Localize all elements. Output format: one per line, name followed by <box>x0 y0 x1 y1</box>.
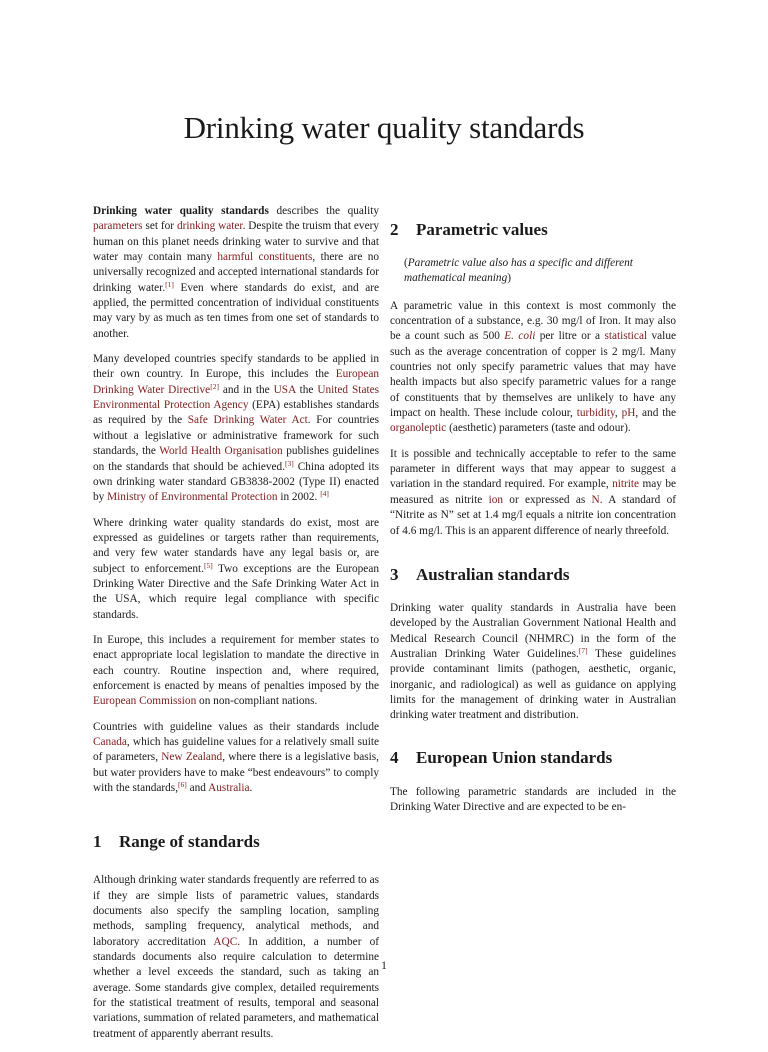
intro-paragraph-5 <box>93 720 379 797</box>
text: . A standard of “Nitrite as N” set at 1.4 mg/l equals a nitrite ion concentration of 4.6 mg/l. This is an apparent difference of nearly threefold. <box>390 493 676 537</box>
australian-paragraph-1 <box>390 601 676 724</box>
text: China adopted its own drinking water standard GB3838-2002 (Type II) enacted by <box>93 460 379 504</box>
hatnote <box>404 256 662 287</box>
link-aqc[interactable]: AQC <box>213 935 238 948</box>
link-drinking-water[interactable]: drinking water <box>176 220 243 233</box>
text: . Despite the truism that every human on this planet needs drinking water to survive and that water may contain many <box>93 220 379 264</box>
text: (EPA) establishes standards as required by the <box>93 399 379 427</box>
text: and in the <box>218 383 274 396</box>
section-number: 4 <box>390 747 399 767</box>
link-usa[interactable]: USA <box>273 383 296 396</box>
link-ion[interactable]: ion <box>488 493 503 506</box>
text: These guidelines provide contaminant limits (pathogen, aesthetic, organic, inorganic, and radiological) as well as guidance on applying limits for the management of drinking water in Australian drinking water treatment and distribution. <box>390 647 676 722</box>
text: describes the quality <box>268 205 379 217</box>
intro-paragraph-1 <box>93 204 379 342</box>
text: ) <box>507 272 511 285</box>
text: set for <box>142 220 177 233</box>
text: . For countries without a legislative or administrative framework for such standards, the <box>93 414 379 458</box>
text: In Europe, this includes a requirement for member states to enact appropriate local legislation to mandate the directive in each country. Routine inspection and, where required, enforcement is enacted by means of penalties imposed by the <box>93 633 379 692</box>
intro-paragraph-4 <box>93 633 379 710</box>
text: Although drinking water standards frequently are referred to as if they are simple lists of parametric values, standards documents also specify the sampling location, sampling methods, sampling frequency, analytical methods, and laboratory accreditation <box>93 874 379 948</box>
text: , which has guideline values for a relatively small suite of parameters, <box>93 736 379 764</box>
text: , <box>614 407 622 420</box>
text: ( <box>404 257 408 269</box>
link-parameters[interactable]: parameters <box>93 220 143 233</box>
text: Many developed countries specify standards to be applied in their own country. In Europe, this includes the <box>93 353 379 381</box>
citation-5[interactable]: [5] <box>204 560 213 570</box>
text: per litre or a <box>535 330 605 343</box>
link-ph[interactable]: pH <box>621 407 636 420</box>
link-european-commission[interactable]: European Commission <box>93 695 197 708</box>
section-number: 2 <box>390 220 399 239</box>
section-title: Range of standards <box>119 832 260 852</box>
text: Drinking water quality standards in Australia have been developed by the Australian Government National Health and Medical Research Council (NHMRC) in the form of the Australian Drinking Water Guidelines. <box>390 601 676 660</box>
link-organoleptic[interactable]: organoleptic <box>390 422 447 435</box>
citation-7[interactable]: [7] <box>578 645 588 655</box>
text: The following parametric standards are included in the Drinking Water Directive and are expected to be en- <box>390 785 676 813</box>
page-number: 1 <box>381 960 387 972</box>
text: Two exceptions are the European Drinking Water Directive and the Safe Drinking Water Act in the USA, which require legal compliance with specific standards. <box>93 562 379 621</box>
citation-3[interactable]: [3] <box>285 458 294 468</box>
range-paragraph-1 <box>93 873 379 1042</box>
section-title: Parametric values <box>416 220 548 239</box>
text: the <box>295 383 318 396</box>
citation-6[interactable]: [6] <box>178 780 187 790</box>
link-epa[interactable]: United States Environmental Protection Agency <box>93 383 380 412</box>
intro-paragraph-2 <box>93 352 379 505</box>
text: and <box>186 782 209 795</box>
citation-2[interactable]: [2] <box>210 381 219 391</box>
text: or expressed as <box>503 493 592 506</box>
text: may be measured as nitrite <box>390 478 676 506</box>
section-number: 1 <box>93 832 102 852</box>
text: , and the <box>635 407 676 420</box>
text: Where drinking water quality standards do exist, most are expressed as guidelines or targets rather than requirements, and very few water standards have any legal basis or, are subject to enforcement. <box>93 516 379 575</box>
page-title: Drinking water quality standards <box>183 110 585 145</box>
text: on non-compliant nations. <box>196 695 318 708</box>
text: . <box>249 782 253 795</box>
link-safe-drinking-water-act[interactable]: Safe Drinking Water Act <box>187 414 308 427</box>
section-heading-eu-standards <box>390 748 676 768</box>
section-title: European Union standards <box>416 747 613 767</box>
intro-paragraph-3 <box>93 516 379 623</box>
link-who[interactable]: World Health Organisation <box>159 445 283 458</box>
bold-term: Drinking water quality standards <box>93 205 269 217</box>
section-heading-range-of-standards <box>93 832 379 852</box>
link-n[interactable]: N <box>591 493 600 506</box>
section-title: Australian standards <box>416 564 570 584</box>
link-canada[interactable]: Canada <box>93 736 127 748</box>
link-australia[interactable]: Australia <box>208 782 250 795</box>
link-statistical[interactable]: statistical <box>604 330 648 343</box>
right-column <box>390 204 676 825</box>
hatnote-text: Parametric value also has a specific and different mathematical meaning <box>404 257 633 285</box>
section-heading-australian-standards <box>390 565 676 585</box>
eu-paragraph-1 <box>390 785 676 816</box>
left-column <box>93 204 379 1052</box>
text: Even where standards do exist, and are applied, the permitted concentration of individual constituents may vary by as much as ten times from one set of standards to another. <box>93 281 379 340</box>
link-ministry-env-protection[interactable]: Ministry of Environmental Protection <box>107 491 278 504</box>
link-european-drinking-water-directive[interactable]: European Drinking Water Directive <box>93 368 379 396</box>
citation-4[interactable]: [4] <box>320 489 329 499</box>
section-heading-parametric-values <box>390 220 676 240</box>
section-number: 3 <box>390 564 399 584</box>
text: . In addition, a number of standards documents also require calculation to determine whether a level exceeds the standard, such as taking an average. Some standards give complex, detailed requirements for the statistical treatment of results, temporal and seasonal variations, summation of related parameters, and mathematical treatment of apparently aberrant results. <box>93 935 380 1040</box>
text: publishes guidelines on the standards that should be achieved. <box>93 445 379 473</box>
link-turbidity[interactable]: turbidity <box>576 407 615 420</box>
citation-1[interactable]: [1] <box>165 279 174 289</box>
link-harmful-constituents[interactable]: harmful constituents <box>217 251 313 264</box>
text: , where there is a legislative basis, but water providers have to make “best endeavours” to comply with the standards, <box>93 751 379 795</box>
link-nitrite[interactable]: nitrite <box>612 478 640 491</box>
parametric-paragraph-2 <box>390 447 676 539</box>
text: in 2002. <box>277 491 321 504</box>
link-new-zealand[interactable]: New Zealand <box>161 751 223 764</box>
text: Countries with guideline values as their standards include <box>93 720 379 733</box>
text: A parametric value in this context is most commonly the concentration of a substance, e.g. 30 mg/l of Iron. It may also be a count such as 500 <box>390 299 676 343</box>
text: (aesthetic) parameters (taste and odour). <box>446 422 631 435</box>
text: It is possible and technically acceptable to refer to the same parameter in different ways that may appear to suggest a variation in the standard required. For example, <box>390 447 676 491</box>
text: value such as the average concentration of copper is 2 mg/l. Many countries not only specify parametric values that may have health impacts but also specify parametric values for a range of constituents that by themselves are unlikely to have any impact on health. These include colour, <box>390 330 676 420</box>
link-e-coli[interactable]: E. coli <box>504 330 536 343</box>
text: , there are no universally recognized and accepted international standards for drinking water. <box>93 251 379 294</box>
parametric-paragraph-1 <box>390 299 676 437</box>
